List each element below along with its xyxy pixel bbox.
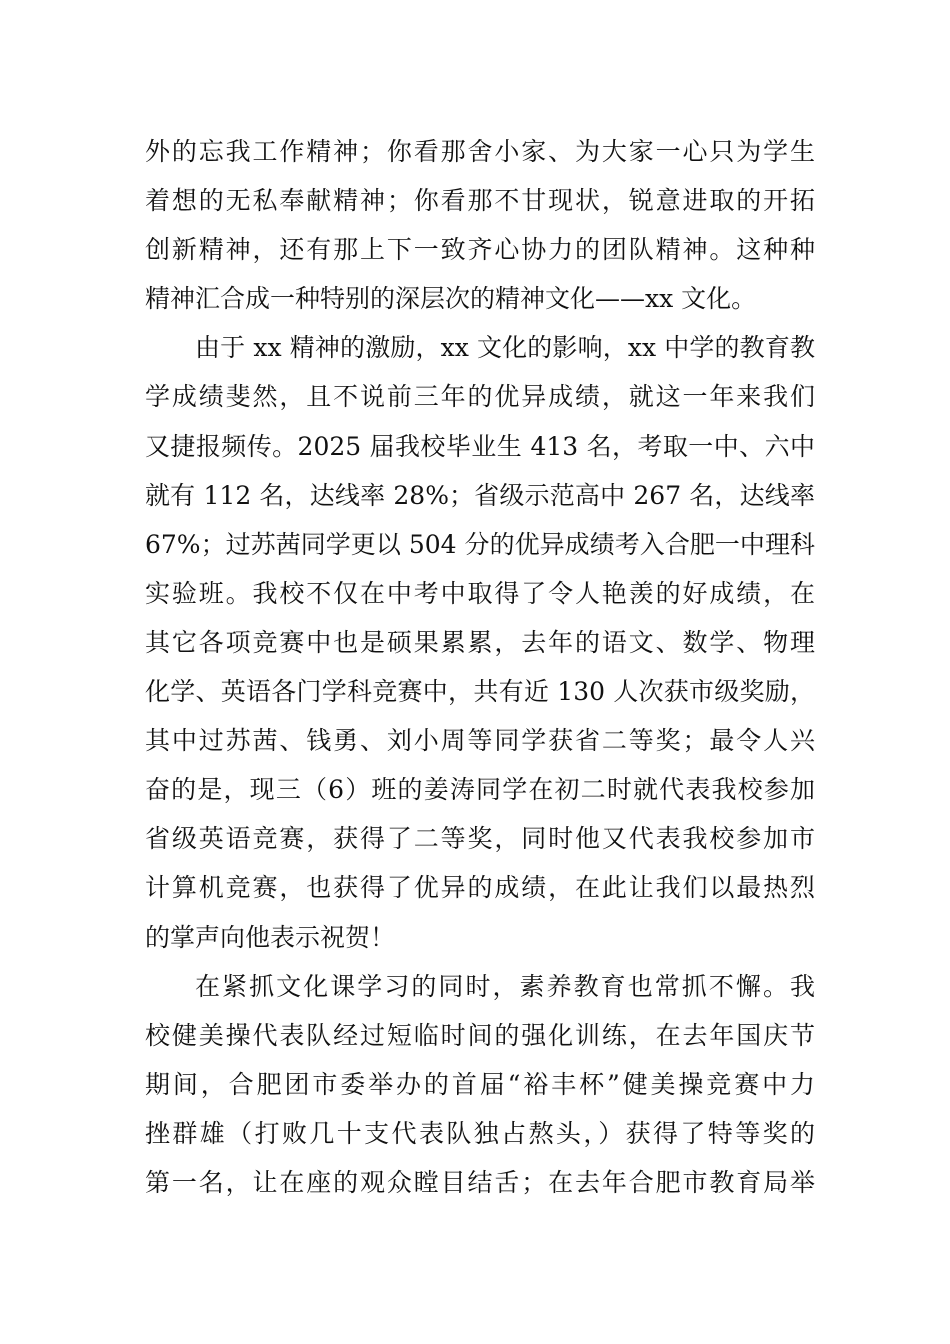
text-line: 又捷报频传。2025 届我校毕业生 413 名，考取一中、六中 (145, 431, 815, 461)
paragraph-first-line: 在紧抓文化课学习的同时，素养教育也常抓不懈。我 (195, 971, 815, 1001)
text-line: 期间，合肥团市委举办的首届“裕丰杯”健美操竞赛中力 (145, 1069, 815, 1099)
text-line: 计算机竞赛，也获得了优异的成绩，在此让我们以最热烈 (145, 873, 815, 903)
text-line: 奋的是，现三（6）班的姜涛同学在初二时就代表我校参加 (145, 775, 815, 805)
text-line: 其它各项竞赛中也是硕果累累，去年的语文、数学、物理 (145, 627, 815, 657)
text-line: 就有 112 名，达线率 28%；省级示范高中 267 名，达线率 (145, 480, 815, 510)
text-line: 学成绩斐然，且不说前三年的优异成绩，就这一年来我们 (145, 382, 815, 412)
text-line: 67%；过苏茜同学更以 504 分的优异成绩考入合肥一中理科 (145, 529, 815, 559)
text-line: 精神汇合成一种特别的深层次的精神文化——xx 文化。 (145, 284, 757, 314)
body-text (145, 127, 815, 1207)
text-line: 着想的无私奉献精神；你看那不甘现状，锐意进取的开拓 (145, 186, 815, 216)
text-line: 化学、英语各门学科竞赛中，共有近 130 人次获市级奖励， (145, 677, 815, 707)
text-line: 校健美操代表队经过短临时间的强化训练，在去年国庆节 (145, 1020, 815, 1050)
text-line: 创新精神，还有那上下一致齐心协力的团队精神。这种种 (145, 235, 815, 265)
text-line: 省级英语竞赛，获得了二等奖，同时他又代表我校参加市 (145, 824, 815, 854)
text-line: 其中过苏茜、钱勇、刘小周等同学获省二等奖；最令人兴 (145, 726, 815, 756)
text-line: 实验班。我校不仅在中考中取得了令人艳羡的好成绩，在 (145, 578, 815, 608)
paragraph-first-line: 由于 xx 精神的激励，xx 文化的影响，xx 中学的教育教 (195, 333, 815, 363)
text-line: 第一名，让在座的观众瞠目结舌；在去年合肥市教育局举 (145, 1167, 815, 1197)
text-line: 的掌声向他表示祝贺！ (145, 922, 396, 952)
text-line: 外的忘我工作精神；你看那舍小家、为大家一心只为学生 (145, 137, 815, 166)
text-line: 挫群雄（打败几十支代表队独占熬头，）获得了特等奖的 (145, 1118, 815, 1148)
